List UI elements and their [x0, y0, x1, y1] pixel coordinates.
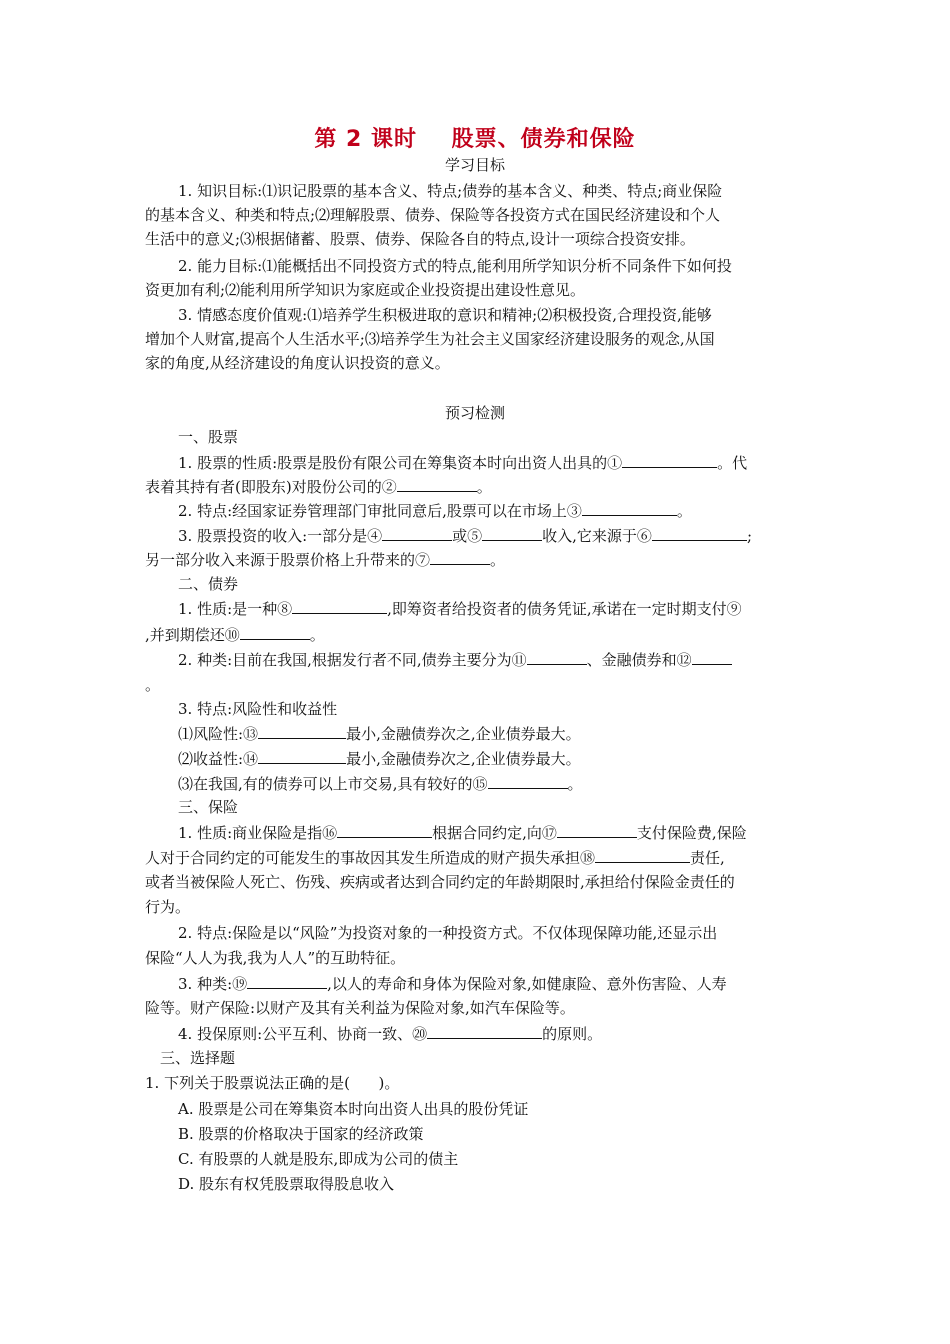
fill-blank[interactable] [337, 822, 432, 838]
question-text: 1. 下列关于股票说法正确的是( )。 [145, 1074, 400, 1092]
objective-line: 资更加有利;⑵能利用所学知识为家庭或企业投资提出建设性意见。 [145, 281, 586, 299]
text-line: 3. 特点:风险性和收益性 [178, 700, 338, 718]
fill-blank[interactable] [622, 452, 717, 468]
text-line: ,并到期偿还⑩ 。 [145, 626, 325, 644]
text-line: 1. 股票的性质:股票是股份有限公司在筹集资本时向出资人出具的① 。代 [178, 454, 748, 472]
fill-blank[interactable] [258, 748, 346, 764]
fill-blank[interactable] [652, 525, 747, 541]
fill-blank[interactable] [692, 649, 732, 665]
text-line: ⑵收益性:⑭ 最小,金融债券次之,企业债券最大。 [178, 750, 581, 768]
objective-line: 1. 知识目标:⑴识记股票的基本含义、特点;债券的基本含义、种类、特点;商业保险 [178, 182, 723, 200]
objective-line: 2. 能力目标:⑴能概括出不同投资方式的特点,能利用所学知识分析不同条件下如何投 [178, 257, 732, 275]
fill-blank[interactable] [397, 476, 477, 492]
fill-blank[interactable] [247, 973, 327, 989]
fill-blank[interactable] [595, 847, 690, 863]
text-line: 险等。财产保险:以财产及其有关利益为保险对象,如汽车保险等。 [145, 999, 575, 1017]
text-line: 或者当被保险人死亡、伤残、疾病或者达到合同约定的年龄期限时,承担给付保险金责任的 [145, 873, 735, 891]
text-line: 表着其持有者(即股东)对股份公司的② 。 [145, 478, 492, 496]
objective-line: 的基本含义、种类和特点;⑵理解股票、债券、保险等各投资方式在国民经济建设和个人 [145, 206, 721, 224]
option-a[interactable]: A. 股票是公司在筹集资本时向出资人出具的股份凭证 [178, 1100, 529, 1118]
text-line: 另一部分收入来源于股票价格上升带来的⑦ 。 [145, 551, 506, 569]
fill-blank[interactable] [427, 1023, 542, 1039]
fill-blank[interactable] [482, 525, 542, 541]
text-line: 2. 种类:目前在我国,根据发行者不同,债券主要分为⑪ 、金融债券和⑫ [178, 649, 732, 670]
text-line: 。 [145, 676, 161, 694]
fill-blank[interactable] [527, 649, 587, 665]
fill-blank[interactable] [557, 822, 637, 838]
text-line: 2. 特点:保险是以“风险”为投资对象的一种投资方式。不仅体现保障功能,还显示出 [178, 924, 718, 942]
objective-line: 增加个人财富,提高个人生活水平;⑶培养学生为社会主义国家经济建设服务的观念,从国 [145, 330, 715, 348]
text-line: 4. 投保原则:公平互利、协商一致、⑳ 的原则。 [178, 1025, 603, 1043]
text-line: 行为。 [145, 898, 191, 916]
fill-blank[interactable] [582, 500, 677, 516]
text-line: 1. 性质:商业保险是指⑯ 根据合同约定,向⑰ 支付保险费,保险 [178, 824, 747, 842]
text-line: 人对于合同约定的可能发生的事故因其发生所造成的财产损失承担⑱ 责任, [145, 849, 725, 867]
section-heading: 三、保险 [178, 798, 239, 816]
section-heading: 一、股票 [178, 428, 239, 446]
section-heading: 三、选择题 [160, 1049, 236, 1067]
text-line: ⑶在我国,有的债券可以上市交易,具有较好的⑮ 。 [178, 775, 583, 793]
text-line: 2. 特点:经国家证券管理部门审批同意后,股票可以在市场上③ 。 [178, 502, 692, 520]
preview-heading: 预习检测 [444, 404, 505, 422]
fill-blank[interactable] [488, 773, 568, 789]
text-line: 3. 种类:⑲ ,以人的寿命和身体为保险对象,如健康险、意外伤害险、人寿 [178, 975, 727, 993]
fill-blank[interactable] [258, 723, 346, 739]
text-line: 保险“人人为我,我为人人”的互助特征。 [145, 949, 406, 967]
text-line: ⑴风险性:⑬ 最小,金融债券次之,企业债券最大。 [178, 725, 581, 743]
section-heading: 二、债券 [178, 575, 239, 593]
fill-blank[interactable] [240, 624, 310, 640]
objective-line: 3. 情感态度价值观:⑴培养学生积极进取的意识和精神;⑵积极投资,合理投资,能够 [178, 306, 712, 324]
objectives-heading: 学习目标 [444, 156, 505, 174]
option-b[interactable]: B. 股票的价格取决于国家的经济政策 [178, 1125, 424, 1143]
objective-line: 家的角度,从经济建设的角度认识投资的意义。 [145, 354, 450, 372]
page-title: 第 2 课时 股票、债券和保险 [314, 127, 636, 152]
text-line: 3. 股票投资的收入:一部分是④ 或⑤ 收入,它来源于⑥ ; [178, 527, 752, 545]
fill-blank[interactable] [430, 549, 490, 565]
objective-line: 生活中的意义;⑶根据储蓄、股票、债券、保险各自的特点,设计一项综合投资安排。 [145, 230, 695, 248]
option-d[interactable]: D. 股东有权凭股票取得股息收入 [178, 1175, 395, 1193]
option-c[interactable]: C. 有股票的人就是股东,即成为公司的债主 [178, 1150, 459, 1168]
text-line: 1. 性质:是一种⑧ ,即筹资者给投资者的债务凭证,承诺在一定时期支付⑨ [178, 600, 742, 618]
fill-blank[interactable] [382, 525, 452, 541]
fill-blank[interactable] [292, 598, 387, 614]
